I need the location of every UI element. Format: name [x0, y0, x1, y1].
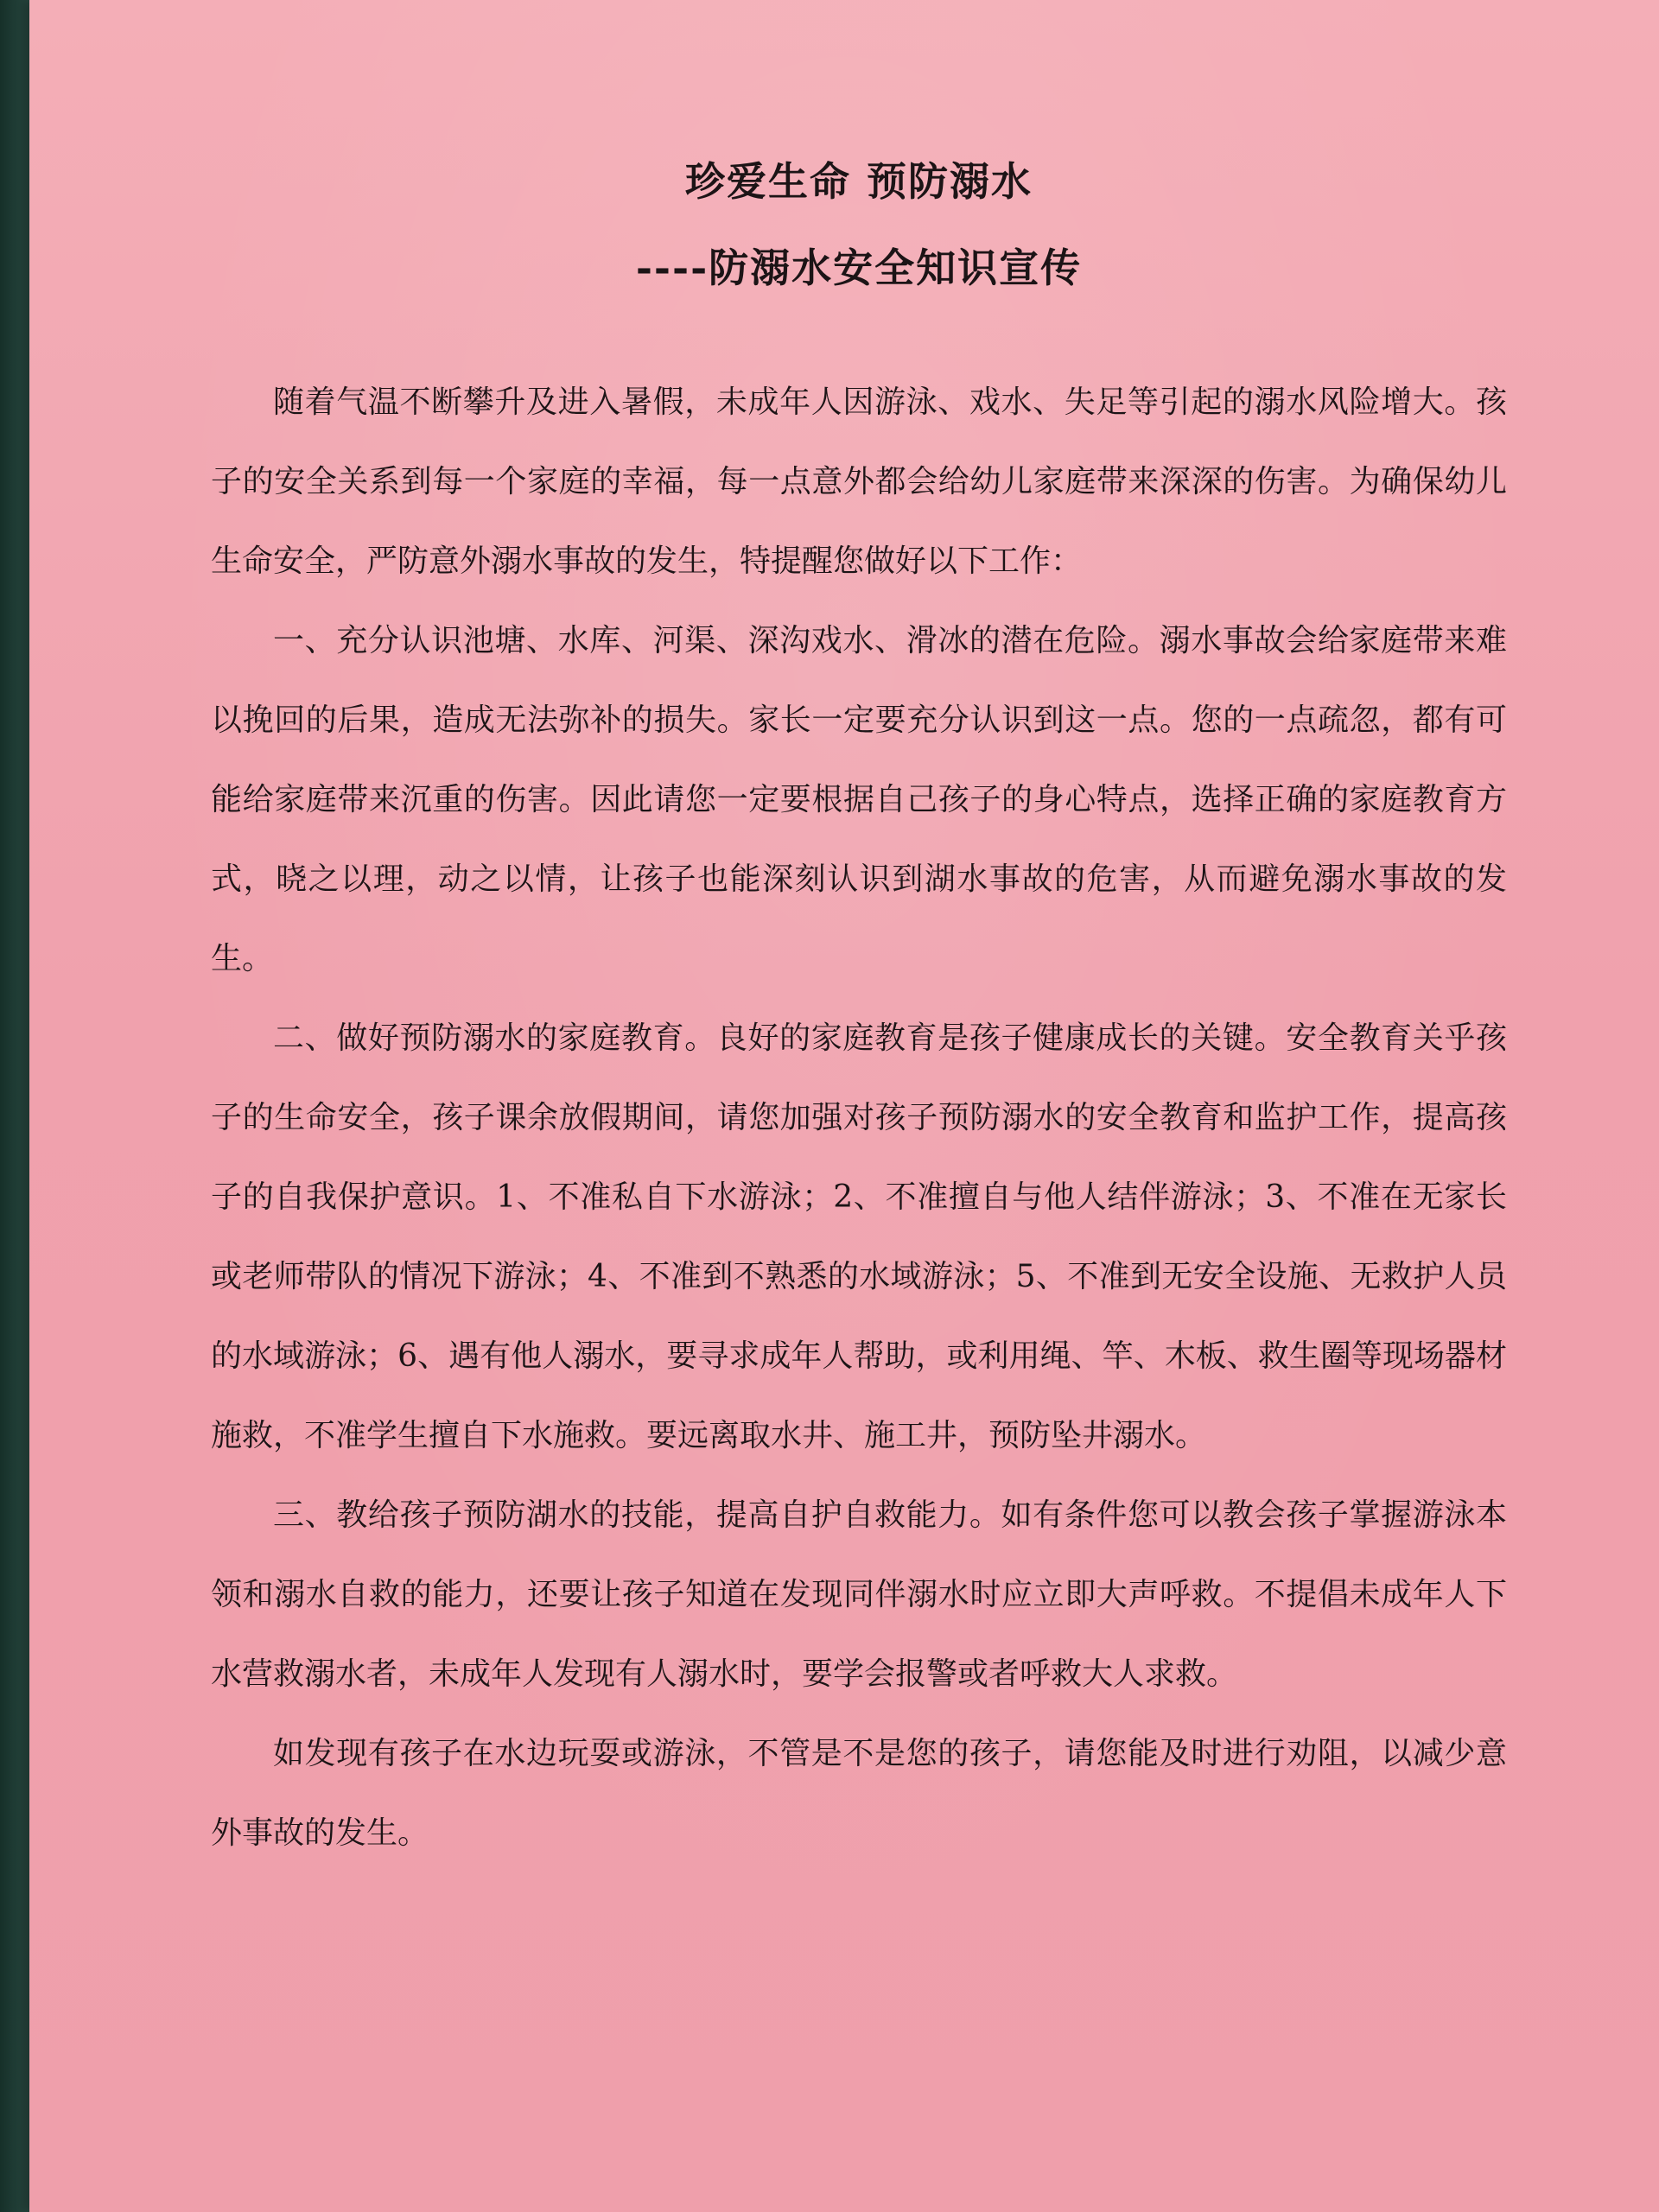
- section-one-paragraph: 一、充分认识池塘、水库、河渠、深沟戏水、滑冰的潜在危险。溺水事故会给家庭带来难以挽回的后果，造成无法弥补的损失。家长一定要充分认识到这一点。您的一点疏忽，都有可能给家庭带来沉重的伤害。因此请您一定要根据自己孩子的身心特点，选择正确的家庭教育方式，晓之以理，动之以情，让孩子也能深刻认识到湖水事故的危害，从而避免溺水事故的发生。: [211, 623, 1507, 976]
- document-subtitle: ----防溺水安全知识宣传: [635, 245, 1083, 291]
- pink-paper-sheet: [29, 0, 1659, 2212]
- section-two-paragraph: 二、做好预防溺水的家庭教育。良好的家庭教育是孩子健康成长的关键。安全教育关乎孩子的生命安全，孩子课余放假期间，请您加强对孩子预防溺水的安全教育和监护工作，提高孩子的自我保护意识。1、不准私自下水游泳；2、不准擅自与他人结伴游泳；3、不准在无家长或老师带队的情况下游泳；4、不准到不熟悉的水域游泳；5、不准到无安全设施、无救护人员的水域游泳；6、遇有他人溺水，要寻求成年人帮助，或利用绳、竿、木板、救生圈等现场器材施救，不准学生擅自下水施救。要远离取水井、施工井，预防坠井溺水。: [211, 1020, 1507, 1453]
- document-title: 珍爱生命 预防溺水: [684, 158, 1033, 205]
- intro-paragraph: 随着气温不断攀升及进入暑假，未成年人因游泳、戏水、失足等引起的溺水风险增大。孩子的安全关系到每一个家庭的幸福，每一点意外都会给幼儿家庭带来深深的伤害。为确保幼儿生命安全，严防意外溺水事故的发生，特提醒您做好以下工作：: [211, 385, 1507, 579]
- section-three-paragraph: 三、教给孩子预防湖水的技能，提高自护自救能力。如有条件您可以教会孩子掌握游泳本领和溺水自救的能力，还要让孩子知道在发现同伴溺水时应立即大声呼救。不提倡未成年人下水营救溺水者，未成年人发现有人溺水时，要学会报警或者呼救大人求救。: [211, 1497, 1507, 1692]
- document-body: [211, 121, 1507, 1873]
- closing-paragraph: 如发现有孩子在水边玩耍或游泳，不管是不是您的孩子，请您能及时进行劝阻，以减少意外事故的发生。: [211, 1736, 1507, 1851]
